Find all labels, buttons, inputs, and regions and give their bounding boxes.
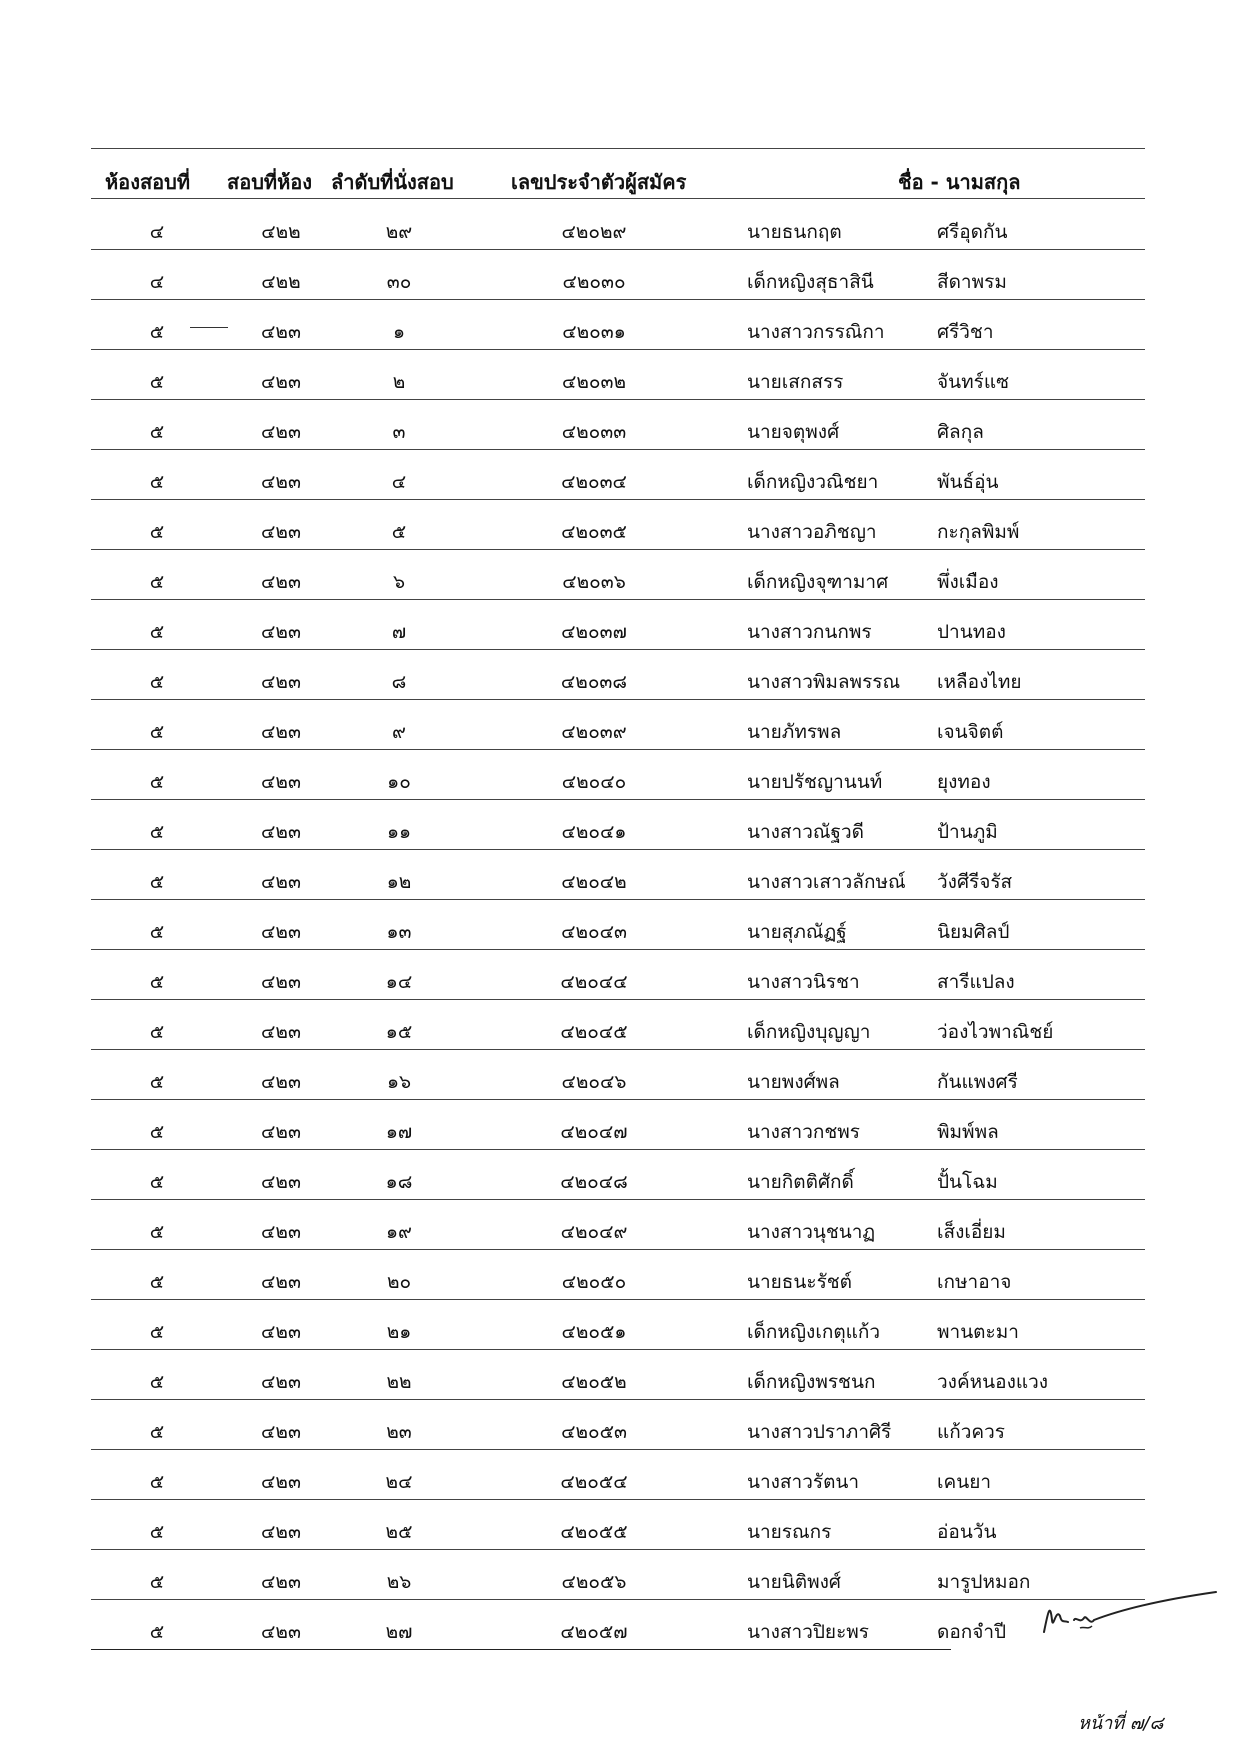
cell-room: ๕ bbox=[149, 1621, 165, 1643]
cell-name: นายธนะรัชต์ bbox=[747, 1271, 853, 1293]
cell-seat: ๒๖ bbox=[386, 1571, 412, 1593]
table-row bbox=[91, 500, 1145, 550]
table-row bbox=[91, 1600, 1007, 1650]
cell-surname: พึ่งเมือง bbox=[937, 571, 999, 593]
cell-name: นายสุภณัฏฐ์ bbox=[747, 921, 847, 943]
cell-surname: เกษาอาจ bbox=[937, 1271, 1012, 1293]
cell-candidate-id: ๔๒๐๓๐ bbox=[562, 271, 626, 293]
cell-candidate-id: ๔๒๐๓๙ bbox=[561, 721, 627, 743]
cell-room: ๕ bbox=[149, 721, 165, 743]
cell-candidate-id: ๔๒๐๕๗ bbox=[560, 1621, 628, 1643]
cell-candidate-id: ๔๒๐๓๑ bbox=[562, 321, 626, 343]
cell-name: นางสาวนิรชา bbox=[747, 971, 860, 993]
cell-name: นางสาวนุชนาฏ bbox=[747, 1221, 876, 1243]
table-row bbox=[91, 400, 1145, 450]
cell-seat: ๑ bbox=[392, 321, 406, 343]
header-room: ห้องสอบที่ bbox=[105, 170, 191, 194]
table-row bbox=[91, 800, 1145, 850]
cell-seat: ๑๖ bbox=[386, 1071, 412, 1093]
cell-candidate-id: ๔๒๐๕๑ bbox=[561, 1321, 627, 1343]
cell-seat: ๙ bbox=[392, 721, 406, 743]
cell-seat: ๑๒ bbox=[386, 871, 412, 893]
cell-place: ๔๒๓ bbox=[261, 1621, 301, 1643]
cell-room: ๕ bbox=[149, 1121, 165, 1143]
cell-room: ๔ bbox=[149, 221, 165, 243]
cell-room: ๕ bbox=[149, 1171, 165, 1193]
cell-name: นางสาวอภิชญา bbox=[747, 521, 877, 543]
cell-place: ๔๒๓ bbox=[261, 421, 301, 443]
cell-candidate-id: ๔๒๐๕๔ bbox=[560, 1471, 628, 1493]
cell-candidate-id: ๔๒๐๓๗ bbox=[561, 621, 627, 643]
cell-candidate-id: ๔๒๐๕๕ bbox=[560, 1521, 628, 1543]
cell-room: ๕ bbox=[149, 1371, 165, 1393]
candidate-table-body bbox=[91, 200, 1145, 1650]
cell-place: ๔๒๓ bbox=[261, 1221, 301, 1243]
table-row bbox=[91, 1450, 1145, 1500]
cell-surname: เจนจิตต์ bbox=[937, 721, 1004, 743]
cell-name: นางสาวกชพร bbox=[747, 1121, 860, 1143]
page-number: หน้าที่ ๗/๘ bbox=[1078, 1713, 1164, 1734]
cell-place: ๔๒๓ bbox=[261, 571, 301, 593]
cell-seat: ๓ bbox=[392, 421, 406, 443]
cell-candidate-id: ๔๒๐๕๒ bbox=[561, 1371, 627, 1393]
cell-room: ๕ bbox=[149, 821, 165, 843]
cell-seat: ๑๑ bbox=[386, 821, 412, 843]
table-row bbox=[91, 650, 1145, 700]
cell-place: ๔๒๓ bbox=[261, 1571, 301, 1593]
cell-name: นายธนกฤต bbox=[747, 221, 842, 243]
table-row bbox=[91, 1000, 1145, 1050]
cell-candidate-id: ๔๒๐๕๓ bbox=[561, 1421, 627, 1443]
table-row bbox=[91, 1300, 1145, 1350]
cell-surname: กะกุลพิมพ์ bbox=[937, 521, 1020, 543]
cell-candidate-id: ๔๒๐๔๗ bbox=[560, 1121, 628, 1143]
cell-candidate-id: ๔๒๐๔๘ bbox=[560, 1171, 628, 1193]
cell-surname: ศรีวิชา bbox=[937, 321, 994, 343]
cell-surname: ว่องไวพาณิชย์ bbox=[937, 1021, 1054, 1043]
cell-seat: ๑๔ bbox=[385, 971, 413, 993]
table-row bbox=[91, 550, 1145, 600]
table-row bbox=[91, 850, 1145, 900]
cell-room: ๕ bbox=[149, 471, 165, 493]
cell-candidate-id: ๔๒๐๒๙ bbox=[561, 221, 627, 243]
cell-room: ๕ bbox=[149, 971, 165, 993]
cell-place: ๔๒๓ bbox=[261, 1371, 301, 1393]
table-row bbox=[91, 1350, 1145, 1400]
cell-candidate-id: ๔๒๐๔๔ bbox=[560, 971, 628, 993]
cell-room: ๕ bbox=[149, 1271, 165, 1293]
cell-surname: ปั้นโฉม bbox=[937, 1171, 998, 1193]
cell-surname: นิยมศิลป์ bbox=[937, 921, 1010, 943]
cell-surname: มารูปหมอก bbox=[937, 1571, 1031, 1593]
table-row bbox=[91, 900, 1145, 950]
cell-surname: สารีแปลง bbox=[937, 971, 1015, 993]
cell-place: ๔๒๓ bbox=[261, 521, 301, 543]
cell-room: ๕ bbox=[149, 1421, 165, 1443]
cell-room: ๕ bbox=[149, 571, 165, 593]
cell-surname: วังศีรีจรัส bbox=[937, 871, 1013, 893]
cell-place: ๔๒๓ bbox=[261, 1471, 301, 1493]
table-header bbox=[91, 158, 1145, 199]
table-row bbox=[91, 1400, 1145, 1450]
cell-name: เด็กหญิงสุธาสินี bbox=[747, 271, 874, 293]
cell-seat: ๕ bbox=[391, 521, 407, 543]
cell-surname: สีดาพรม bbox=[937, 271, 1007, 293]
table-row bbox=[91, 1050, 1145, 1100]
cell-seat: ๑๘ bbox=[385, 1171, 413, 1193]
cell-seat: ๒๔ bbox=[385, 1471, 413, 1493]
table-row bbox=[91, 1100, 1145, 1150]
cell-name: นายเสกสรร bbox=[747, 371, 844, 393]
cell-surname: วงค์หนองแวง bbox=[937, 1371, 1049, 1393]
cell-room: ๕ bbox=[149, 871, 165, 893]
cell-place: ๔๒๓ bbox=[261, 1021, 301, 1043]
cell-name: เด็กหญิงวณิชยา bbox=[747, 471, 879, 493]
cell-name: นายกิตติศักดิ์ bbox=[747, 1171, 854, 1193]
cell-room: ๕ bbox=[149, 1571, 165, 1593]
table-row bbox=[91, 700, 1145, 750]
cell-room: ๕ bbox=[149, 421, 165, 443]
cell-place: ๔๒๓ bbox=[261, 1171, 301, 1193]
table-row bbox=[91, 1150, 1145, 1200]
cell-name: เด็กหญิงบุญญา bbox=[747, 1021, 871, 1043]
cell-name: นางสาวกนกพร bbox=[747, 621, 872, 643]
cell-name: นางสาวปราภาศิรี bbox=[747, 1421, 892, 1443]
cell-name: นายจตุพงศ์ bbox=[747, 421, 840, 443]
cell-place: ๔๒๓ bbox=[261, 1321, 301, 1343]
table-row bbox=[91, 200, 1145, 250]
cell-place: ๔๒๓ bbox=[261, 1071, 301, 1093]
cell-place: ๔๒๓ bbox=[261, 1121, 301, 1143]
table-row bbox=[91, 250, 1145, 300]
cell-place: ๔๒๒ bbox=[261, 271, 301, 293]
cell-place: ๔๒๓ bbox=[261, 471, 301, 493]
cell-room: ๕ bbox=[149, 1471, 165, 1493]
cell-candidate-id: ๔๒๐๓๕ bbox=[561, 521, 627, 543]
cell-place: ๔๒๓ bbox=[261, 971, 301, 993]
cell-candidate-id: ๔๒๐๕๐ bbox=[561, 1271, 627, 1293]
header-candidate-id: เลขประจำตัวผู้สมัคร bbox=[511, 170, 687, 194]
cell-name: นายพงศ์พล bbox=[747, 1071, 840, 1093]
cell-seat: ๒๑ bbox=[386, 1321, 412, 1343]
cell-name: นายรณกร bbox=[747, 1521, 832, 1543]
table-row bbox=[91, 1250, 1145, 1300]
cell-room: ๕ bbox=[149, 1221, 165, 1243]
cell-room: ๕ bbox=[149, 1071, 165, 1093]
cell-seat: ๒ bbox=[392, 371, 406, 393]
cell-place: ๔๒๓ bbox=[261, 721, 301, 743]
cell-seat: ๘ bbox=[391, 671, 407, 693]
cell-seat: ๖ bbox=[392, 571, 406, 593]
cell-surname: พิมพ์พล bbox=[937, 1121, 999, 1143]
cell-room: ๕ bbox=[149, 1321, 165, 1343]
cell-name: เด็กหญิงจุฑามาศ bbox=[747, 571, 889, 593]
cell-seat: ๓๐ bbox=[386, 271, 412, 293]
cell-room: ๕ bbox=[149, 771, 165, 793]
cell-name: นางสาวพิมลพรรณ bbox=[747, 671, 901, 693]
table-row bbox=[91, 350, 1145, 400]
table-row bbox=[91, 1500, 1145, 1550]
header-place: สอบที่ห้อง bbox=[227, 170, 313, 194]
cell-room: ๕ bbox=[149, 1521, 165, 1543]
cell-room: ๕ bbox=[149, 521, 165, 543]
cell-place: ๔๒๓ bbox=[261, 821, 301, 843]
handwritten-dash-mark bbox=[190, 327, 228, 328]
cell-candidate-id: ๔๒๐๔๒ bbox=[561, 871, 627, 893]
cell-name: นางสาวปิยะพร bbox=[747, 1621, 869, 1643]
cell-name: เด็กหญิงเกตุแก้ว bbox=[747, 1321, 881, 1343]
cell-candidate-id: ๔๒๐๓๘ bbox=[560, 671, 628, 693]
cell-seat: ๒๐ bbox=[386, 1271, 412, 1293]
cell-seat: ๑๓ bbox=[386, 921, 412, 943]
cell-name: นายภัทรพล bbox=[747, 721, 842, 743]
cell-name: นางสาวรัตนา bbox=[747, 1471, 860, 1493]
cell-room: ๔ bbox=[149, 271, 165, 293]
cell-candidate-id: ๔๒๐๕๖ bbox=[561, 1571, 627, 1593]
cell-candidate-id: ๔๒๐๓๖ bbox=[562, 571, 626, 593]
cell-surname: ปานทอง bbox=[937, 621, 1006, 643]
cell-name: นางสาวกรรณิกา bbox=[747, 321, 885, 343]
cell-room: ๕ bbox=[149, 671, 165, 693]
cell-seat: ๒๓ bbox=[386, 1421, 412, 1443]
cell-surname: เส็งเอี่ยม bbox=[937, 1221, 1006, 1243]
cell-place: ๔๒๓ bbox=[261, 771, 301, 793]
cell-place: ๔๒๓ bbox=[261, 1521, 301, 1543]
cell-candidate-id: ๔๒๐๓๒ bbox=[561, 371, 626, 393]
cell-place: ๔๒๓ bbox=[261, 321, 301, 343]
cell-candidate-id: ๔๒๐๔๐ bbox=[561, 771, 627, 793]
cell-candidate-id: ๔๒๐๓๓ bbox=[561, 421, 627, 443]
cell-place: ๔๒๓ bbox=[261, 621, 301, 643]
cell-surname: เคนยา bbox=[937, 1471, 991, 1493]
table-row bbox=[91, 450, 1145, 500]
cell-room: ๕ bbox=[149, 1021, 165, 1043]
table-row bbox=[91, 600, 1145, 650]
cell-place: ๔๒๒ bbox=[261, 221, 301, 243]
header-seat: ลำดับที่นั่งสอบ bbox=[331, 170, 454, 194]
cell-surname: พันธ์อุ่น bbox=[937, 471, 999, 493]
cell-surname: ศรีอุดกัน bbox=[937, 221, 1008, 243]
cell-surname: กันแพงศรี bbox=[937, 1071, 1018, 1093]
cell-surname: พานตะมา bbox=[937, 1321, 1019, 1343]
cell-seat: ๑๕ bbox=[385, 1021, 413, 1043]
cell-place: ๔๒๓ bbox=[261, 921, 301, 943]
cell-candidate-id: ๔๒๐๔๑ bbox=[561, 821, 627, 843]
cell-place: ๔๒๓ bbox=[261, 871, 301, 893]
cell-surname: ดอกจำปี bbox=[937, 1621, 1007, 1643]
cell-place: ๔๒๓ bbox=[261, 671, 301, 693]
table-row bbox=[91, 300, 1145, 350]
cell-surname: ยุงทอง bbox=[937, 771, 991, 793]
cell-seat: ๒๒ bbox=[386, 1371, 412, 1393]
cell-seat: ๒๙ bbox=[385, 221, 413, 243]
cell-name: นางสาวณัฐวดี bbox=[747, 821, 864, 843]
cell-seat: ๗ bbox=[391, 621, 407, 643]
cell-candidate-id: ๔๒๐๔๕ bbox=[560, 1021, 628, 1043]
cell-surname: ป้านภูมิ bbox=[937, 821, 998, 843]
cell-candidate-id: ๔๒๐๓๔ bbox=[561, 471, 627, 493]
cell-place: ๔๒๓ bbox=[261, 371, 301, 393]
cell-surname: อ่อนวัน bbox=[937, 1521, 997, 1543]
cell-seat: ๒๕ bbox=[385, 1521, 413, 1543]
header-name: ชื่อ - นามสกุล bbox=[898, 170, 1021, 194]
table-row bbox=[91, 1550, 1145, 1600]
cell-room: ๕ bbox=[149, 371, 165, 393]
table-row bbox=[91, 950, 1145, 1000]
cell-surname: เหลืองไทย bbox=[937, 671, 1022, 693]
cell-seat: ๑๐ bbox=[387, 771, 411, 793]
cell-seat: ๔ bbox=[391, 471, 407, 493]
cell-room: ๕ bbox=[149, 921, 165, 943]
signature-icon bbox=[1040, 1590, 1220, 1640]
cell-seat: ๑๙ bbox=[386, 1221, 412, 1243]
cell-name: นายปรัชญานนท์ bbox=[747, 771, 883, 793]
cell-room: ๕ bbox=[149, 321, 165, 343]
table-row bbox=[91, 1200, 1145, 1250]
cell-surname: แก้วควร bbox=[937, 1421, 1006, 1443]
top-rule bbox=[91, 148, 1145, 149]
cell-place: ๔๒๓ bbox=[261, 1271, 301, 1293]
cell-candidate-id: ๔๒๐๔๓ bbox=[561, 921, 627, 943]
cell-name: นายนิติพงศ์ bbox=[747, 1571, 841, 1593]
cell-seat: ๑๗ bbox=[385, 1121, 413, 1143]
cell-candidate-id: ๔๒๐๔๖ bbox=[561, 1071, 627, 1093]
cell-surname: ศิลกุล bbox=[937, 421, 984, 443]
cell-seat: ๒๗ bbox=[385, 1621, 413, 1643]
table-row bbox=[91, 750, 1145, 800]
cell-candidate-id: ๔๒๐๔๙ bbox=[560, 1221, 628, 1243]
cell-place: ๔๒๓ bbox=[261, 1421, 301, 1443]
cell-name: นางสาวเสาวลักษณ์ bbox=[747, 871, 906, 893]
cell-name: เด็กหญิงพรชนก bbox=[747, 1371, 876, 1393]
cell-surname: จันทร์แซ bbox=[937, 371, 1009, 393]
cell-room: ๕ bbox=[149, 621, 165, 643]
